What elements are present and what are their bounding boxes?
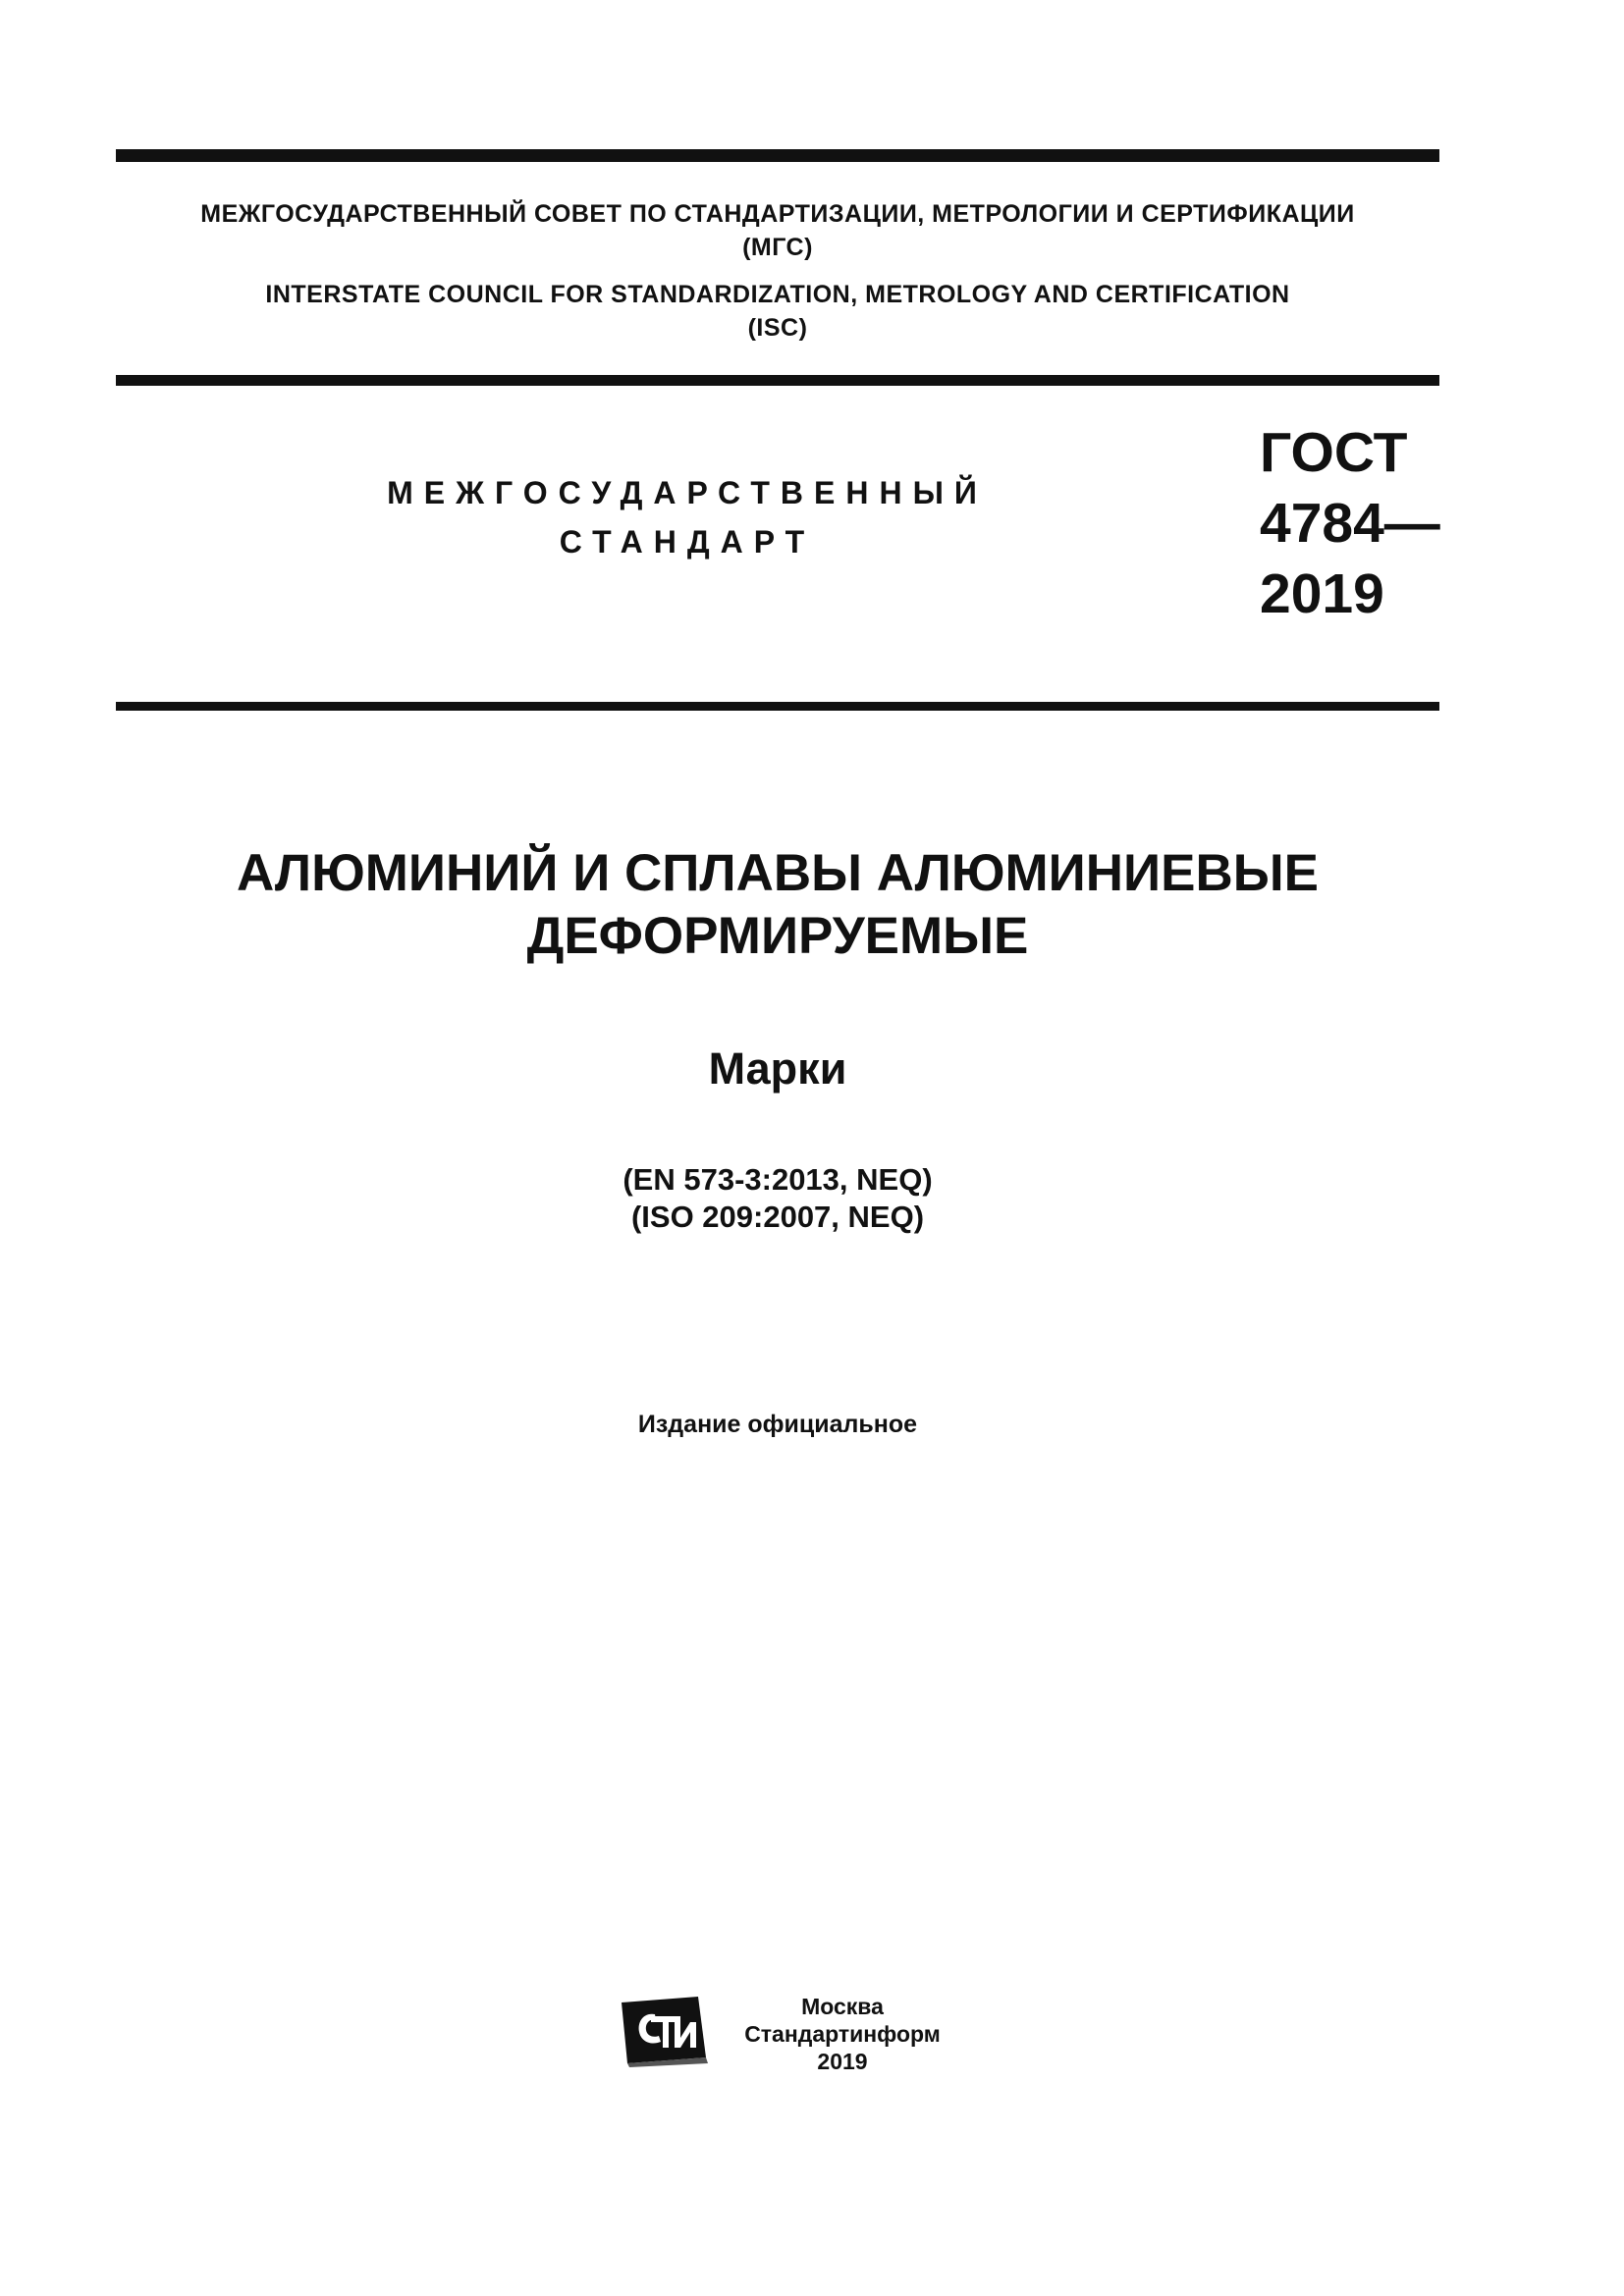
middle-rule (116, 375, 1439, 386)
council-name-en-line1: INTERSTATE COUNCIL FOR STANDARDIZATION, METROLOGY AND CERTIFICATION (265, 281, 1290, 308)
gost-number: 4784— (1260, 492, 1440, 555)
standard-type (324, 468, 1051, 566)
council-name-ru (116, 197, 1439, 264)
reference-standards (116, 1161, 1439, 1236)
council-name-en (116, 278, 1439, 345)
document-title-line1: АЛЮМИНИЙ И СПЛАВЫ АЛЮМИНИЕВЫЕ (237, 844, 1319, 902)
council-name-ru-line1: МЕЖГОСУДАРСТВЕННЫЙ СОВЕТ ПО СТАНДАРТИЗАЦИИ, МЕТРОЛОГИИ И СЕРТИФИКАЦИИ (200, 200, 1355, 228)
gost-year: 2019 (1260, 562, 1384, 625)
lower-rule (116, 702, 1439, 711)
imprint (725, 1993, 960, 2075)
imprint-year: 2019 (817, 2049, 868, 2074)
top-rule (116, 149, 1439, 162)
document-subtitle: Марки (708, 1043, 847, 1094)
document-title-line2: ДЕФОРМИРУЕМЫЕ (526, 907, 1029, 965)
imprint-publisher: Стандартинформ (744, 2021, 941, 2047)
standard-type-line1: МЕЖГОСУДАРСТВЕННЫЙ (387, 475, 988, 510)
standard-type-line2: СТАНДАРТ (559, 524, 816, 560)
council-abbr-en: (ISC) (747, 314, 808, 342)
gost-designation (1260, 417, 1440, 629)
reference-en: (EN 573-3:2013, NEQ) (623, 1162, 933, 1197)
edition-label: Издание официальное (637, 1411, 918, 1438)
gost-label: ГОСТ (1260, 421, 1408, 484)
reference-iso: (ISO 209:2007, NEQ) (630, 1200, 925, 1234)
standartinform-logo-icon (616, 1993, 712, 2067)
document-title (116, 842, 1439, 968)
council-abbr-ru: (МГС) (742, 234, 813, 261)
imprint-city: Москва (801, 1994, 884, 2019)
